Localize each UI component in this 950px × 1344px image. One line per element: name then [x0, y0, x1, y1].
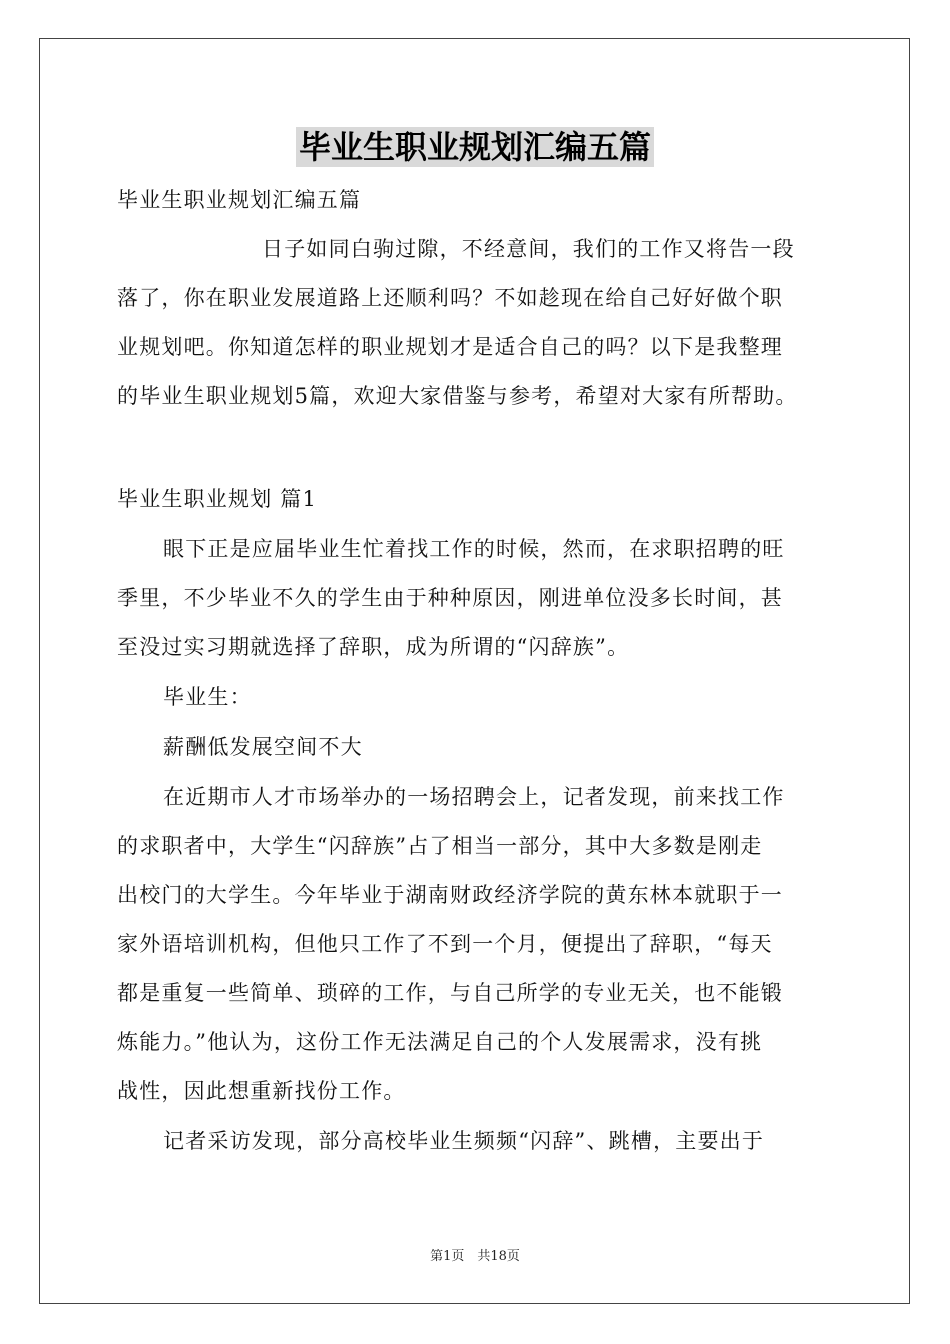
paragraph-line: 薪酬低发展空间不大: [163, 735, 363, 759]
title-container: [0, 127, 950, 167]
paragraph-line: 都是重复一些简单、琐碎的工作，与自己所学的专业无关，也不能锻: [117, 981, 783, 1005]
paragraph-line: 在近期市人才市场举办的一场招聘会上，记者发现，前来找工作: [163, 785, 785, 809]
paragraph-line: 眼下正是应届毕业生忙着找工作的时候，然而，在求职招聘的旺: [163, 537, 785, 561]
paragraph-line: 出校门的大学生。今年毕业于湖南财政经济学院的黄东林本就职于一: [117, 883, 783, 907]
paragraph-line: 炼能力。”他认为，这份工作无法满足自己的个人发展需求，没有挑: [117, 1030, 763, 1054]
paragraph-line: 的毕业生职业规划5篇，欢迎大家借鉴与参考，希望对大家有所帮助。: [117, 384, 798, 408]
paragraph-line: 的求职者中，大学生“闪辞族”占了相当一部分，其中大多数是刚走: [117, 834, 763, 858]
paragraph-line: 落了，你在职业发展道路上还顺利吗？不如趁现在给自己好好做个职: [117, 286, 783, 310]
subtitle-line: 毕业生职业规划汇编五篇: [117, 188, 362, 212]
page-border: [39, 38, 910, 1304]
paragraph-line: 日子如同白驹过隙，不经意间，我们的工作又将告一段: [262, 237, 795, 261]
paragraph-line: 毕业生：: [163, 685, 252, 709]
paragraph-line: 至没过实习期就选择了辞职，成为所谓的“闪辞族”。: [117, 635, 630, 659]
paragraph-line: 记者采访发现，部分高校毕业生频频“闪辞”、跳槽，主要出于: [163, 1129, 765, 1153]
paragraph-line: 季里，不少毕业不久的学生由于种种原因，刚进单位没多长时间，甚: [117, 586, 783, 610]
paragraph-line: 业规划吧。你知道怎样的职业规划才是适合自己的吗？以下是我整理: [117, 335, 783, 359]
document-title: 毕业生职业规划汇编五篇: [296, 127, 654, 167]
paragraph-line: 战性，因此想重新找份工作。: [117, 1079, 406, 1103]
page-number-footer: 第1页 共18页: [430, 1249, 520, 1264]
paragraph-line: 家外语培训机构，但他只工作了不到一个月，便提出了辞职，“每天: [117, 932, 773, 956]
section-heading: 毕业生职业规划 篇1: [117, 487, 318, 511]
